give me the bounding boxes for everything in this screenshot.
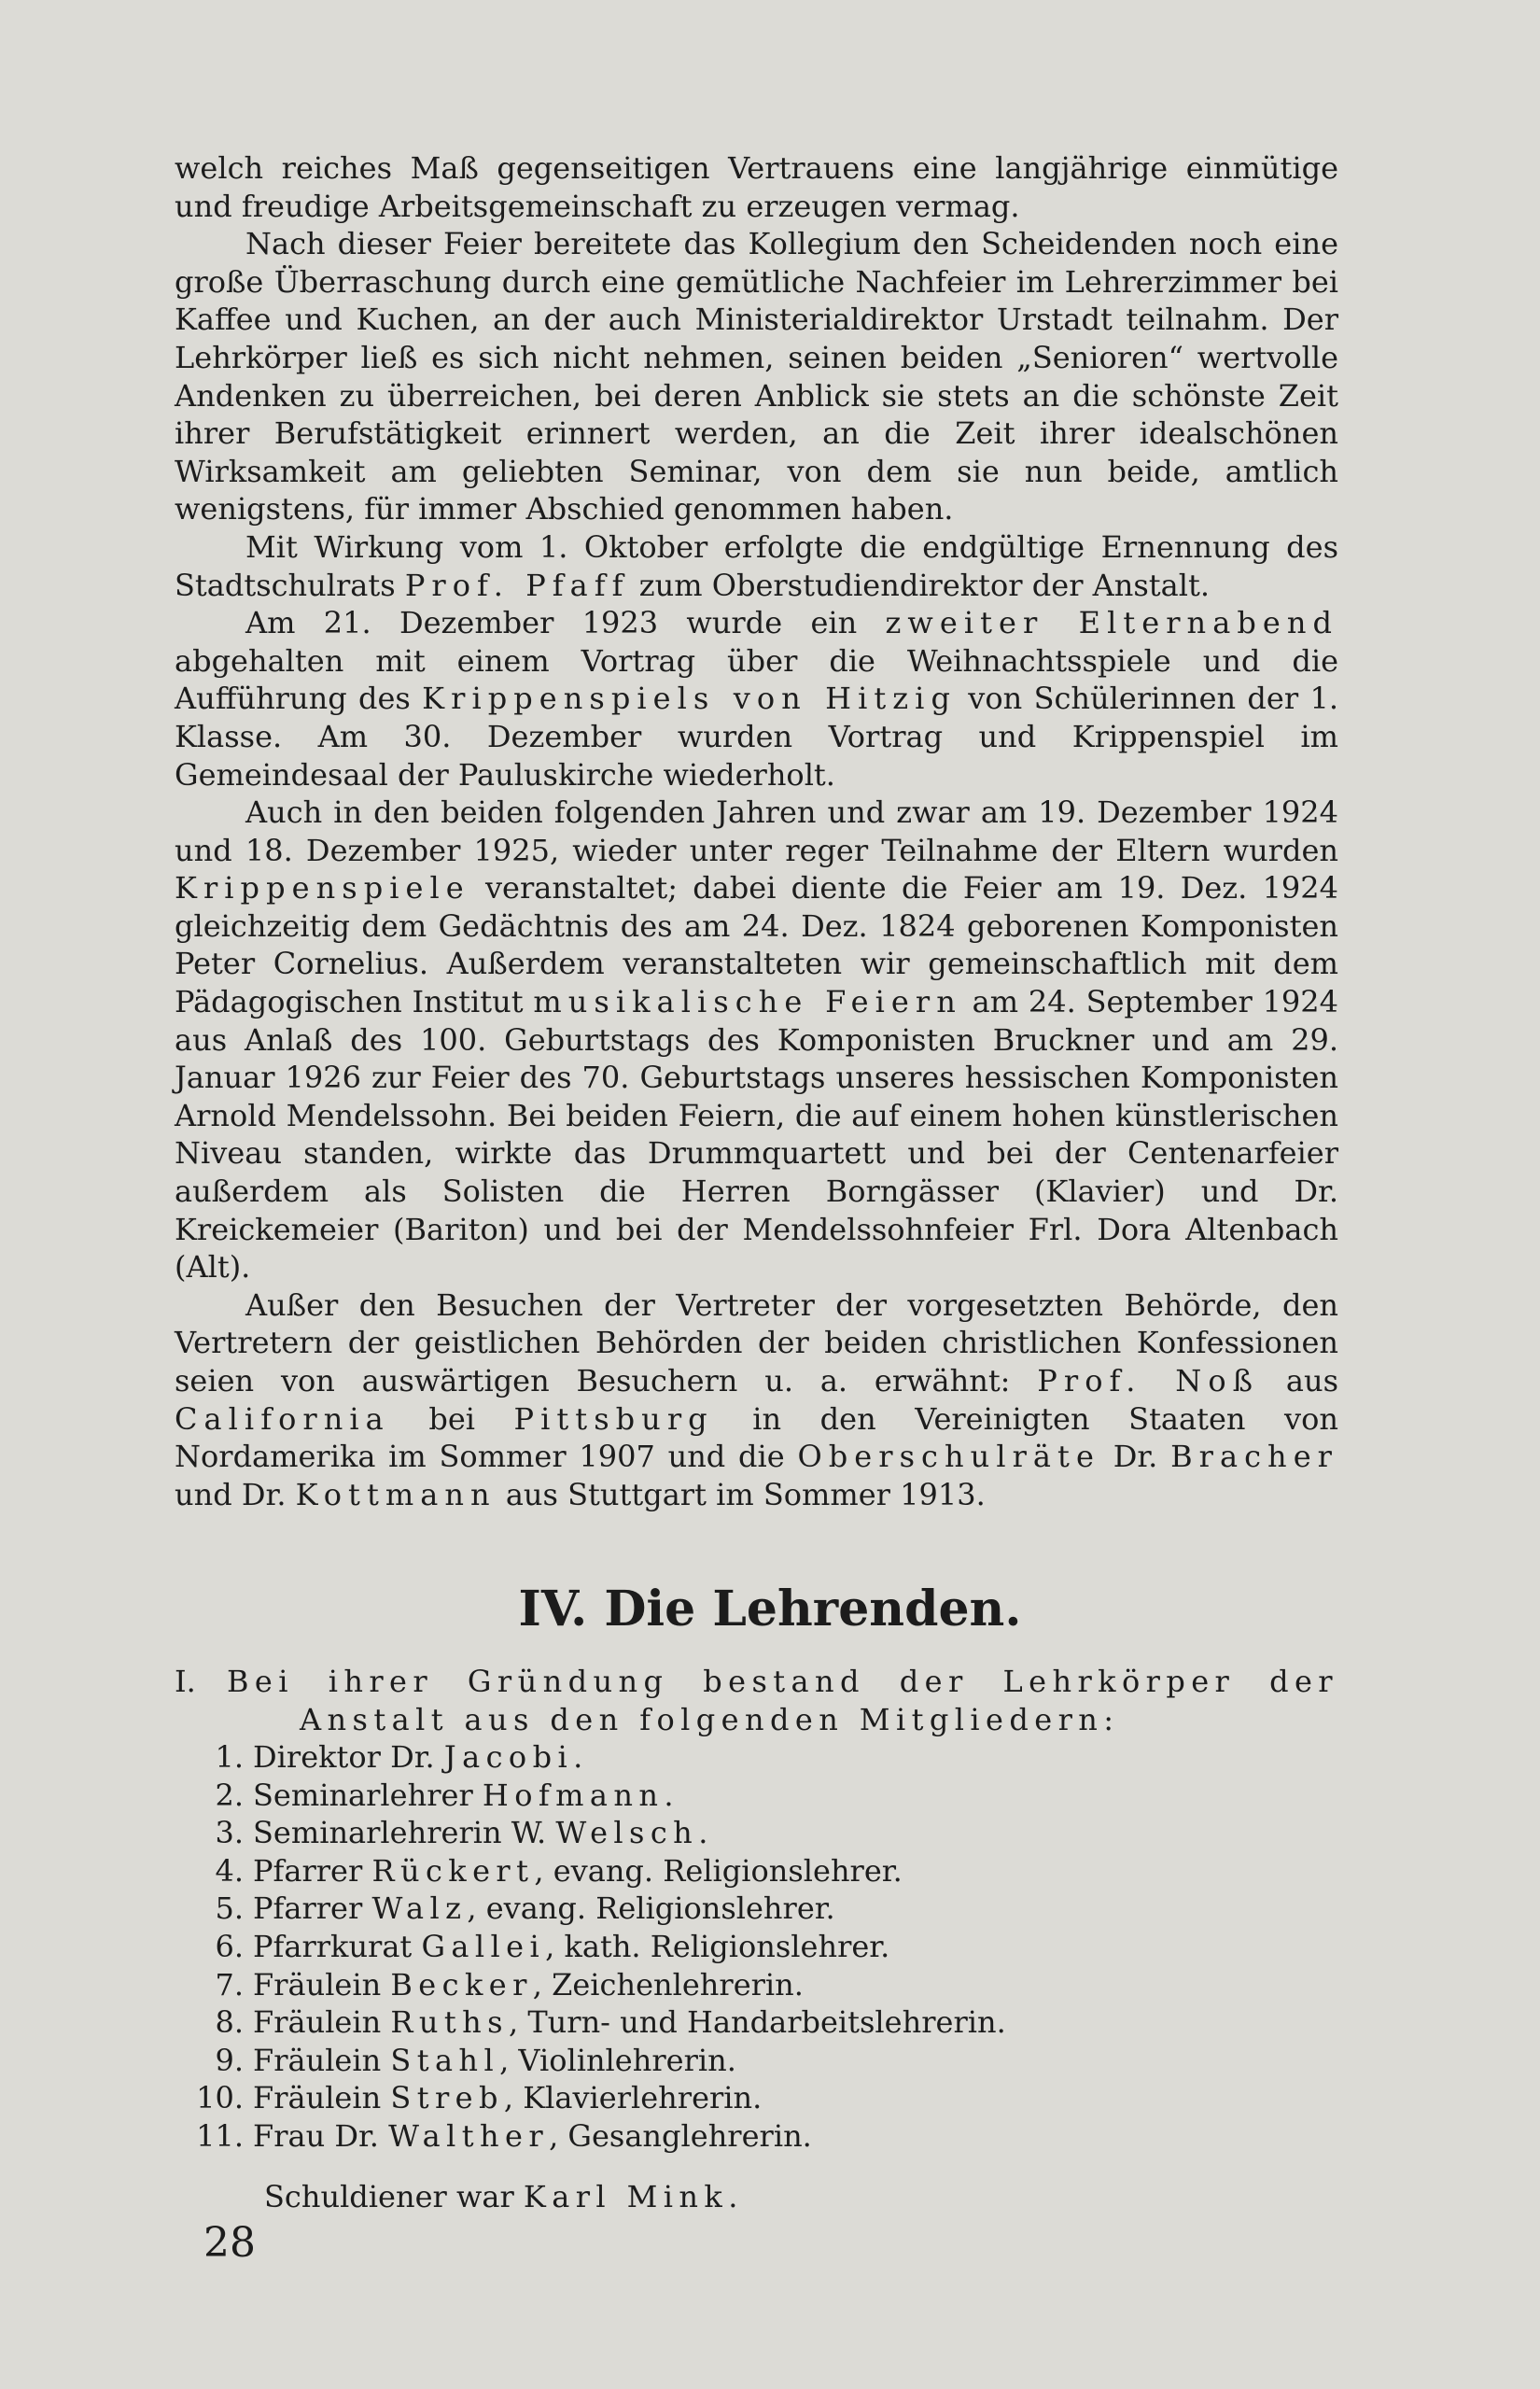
text-run: aus Stuttgart im Sommer 1913.	[496, 1476, 986, 1512]
staff-number: 4.	[215, 1852, 244, 1889]
section-intro	[175, 1663, 1338, 1738]
staff-list	[191, 1738, 1218, 2156]
text-run: in den Vereinigten Staaten von Nordamerika im Sommer 1907 und die	[175, 1400, 1338, 1475]
staff-text: Pfarrer Walz, evang. Religionslehrer.	[253, 1890, 835, 1927]
staff-text: Fräulein Streb, Klavierlehrerin.	[253, 2080, 763, 2116]
text-run: Mit Wirkung vom 1. Oktober erfolgte die endgültige Ernennung des Stadtschulrats	[175, 528, 1338, 603]
text-run: Nach dieser Feier bereitete das Kollegium den Scheidenden noch eine große Überraschung durch eine gemütliche Nachfeier im Lehrerzimmer bei Kaffee und Kuchen, an der auch Ministerialdirektor Urstadt teilnahm. Der Lehrkörper ließ es sich nicht nehmen, seinen beiden „Senioren“ wertvolle Andenken zu überreichen, bei deren Anblick sie stets an die schönste Zeit ihrer Berufstätigkeit erinnert werden, an die Zeit ihrer idealschönen Wirksamkeit am geliebten Seminar, von dem sie nun beide, amtlich wenigstens, für immer Abschied genommen haben.	[175, 226, 1338, 527]
staff-item	[191, 1814, 1218, 1852]
text-run: abgehalten mit einem Vortrag über die Weihnachtsspiele und die Aufführung des	[175, 642, 1338, 717]
staff-number: 6.	[215, 1928, 244, 1964]
staff-item	[191, 2079, 1218, 2117]
staff-name: Rückert	[371, 1852, 535, 1889]
text-run: Dr.	[1099, 1439, 1171, 1475]
staff-text: Seminarlehrerin W. Welsch.	[253, 1815, 708, 1851]
emphasized-text: California	[175, 1400, 390, 1437]
staff-item	[191, 1966, 1218, 2004]
staff-text: Seminarlehrer Hofmann.	[253, 1777, 674, 1813]
staff-number: 3.	[215, 1815, 244, 1851]
staff-name: Becker	[390, 1966, 533, 2003]
body-text	[175, 149, 1338, 1513]
text-run: aus	[1259, 1363, 1339, 1398]
emphasized-text: zweiter Elternabend	[885, 605, 1338, 641]
staff-name: Stahl	[390, 2042, 500, 2078]
staff-text: Pfarrkurat Gallei, kath. Religionslehrer.	[253, 1928, 890, 1964]
paragraph	[175, 604, 1338, 794]
staff-text: Direktor Dr. Jacobi.	[253, 1739, 583, 1775]
paragraph	[175, 225, 1338, 528]
staff-item	[191, 2117, 1218, 2156]
text-run: veranstaltet; dabei diente die Feier am 19. Dez. 1924 gleichzeitig dem Gedächtnis des am 24. Dez. 1824 geborenen Komponisten Peter Cornelius. Außerdem veranstalteten wir gemeinschaftlich mit dem Pädagogischen Institut	[175, 870, 1338, 1020]
emphasized-text: Kottmann	[295, 1476, 497, 1512]
text-run: am 24. September 1924 aus Anlaß des 100. Geburtstags des Komponisten Bruckner und am 29. Januar 1926 zur Feier des 70. Geburtstags unseres hessischen Komponisten Arnold Mendelssohn. Bei beiden Feiern, die auf einem hohen künstlerischen Niveau standen, wirkte das Drummquartett und bei der Centenarfeier außerdem als Solisten die Herren Borngässer (Klavier) und Dr. Kreickemeier (Bariton) und bei der Mendelssohnfeier Frl. Dora Altenbach (Alt).	[175, 984, 1338, 1286]
staff-item	[191, 1738, 1218, 1777]
staff-name: Gallei	[421, 1928, 546, 1964]
staff-item	[191, 1928, 1218, 1966]
text-run: zum Oberstudiendirektor der Anstalt.	[629, 567, 1210, 603]
emphasized-text: musikalische Feiern	[533, 984, 962, 1020]
janitor-name: Karl Mink	[523, 2179, 729, 2214]
staff-item	[191, 1852, 1218, 1890]
staff-name: Welsch	[555, 1815, 699, 1851]
staff-number: 5.	[215, 1890, 244, 1927]
staff-number: 8.	[215, 2004, 244, 2041]
staff-number: 2.	[215, 1777, 244, 1813]
staff-text: Pfarrer Rückert, evang. Religionslehrer.	[253, 1852, 903, 1889]
staff-name: Streb	[390, 2080, 504, 2116]
staff-text: Fräulein Stahl, Violinlehrerin.	[253, 2042, 736, 2078]
emphasized-text: Oberschulräte	[797, 1439, 1100, 1475]
text-run: und Dr.	[175, 1476, 296, 1512]
intro-number: I.	[175, 1664, 196, 1699]
staff-text: Frau Dr. Walther, Gesanglehrerin.	[253, 2117, 812, 2154]
staff-text: Fräulein Ruths, Turn- und Handarbeitslehrerin.	[253, 2004, 1006, 2041]
staff-item	[191, 2003, 1218, 2042]
text-run: Außer den Besuchen der Vertreter der vorgesetzten Behörde, den Vertretern der geistlichen Behörden der beiden christlichen Konfessionen seien von auswärtigen Besuchern u. a. erwähnt:	[175, 1286, 1338, 1398]
emphasized-text: Prof. Noß	[1037, 1363, 1260, 1398]
staff-name: Jacobi	[443, 1739, 574, 1775]
staff-item	[191, 2042, 1218, 2080]
staff-number: 1.	[215, 1739, 244, 1775]
staff-number: 9.	[215, 2042, 244, 2078]
page-number: 28	[203, 2219, 256, 2267]
text-run: welch reiches Maß gegenseitigen Vertrauens eine langjährige einmütige und freudige Arbeitsgemeinschaft zu erzeugen vermag.	[175, 150, 1338, 224]
staff-name: Walz	[371, 1890, 468, 1927]
emphasized-text: Krippenspiels von Hitzig	[422, 681, 957, 717]
emphasized-text: Krippenspiele	[175, 870, 470, 906]
staff-name: Walther	[388, 2117, 550, 2154]
paragraph	[175, 1286, 1338, 1514]
paragraph	[175, 528, 1338, 604]
janitor-line: Schuldiener war Karl Mink.	[264, 2179, 738, 2214]
paragraph	[175, 794, 1338, 1286]
emphasized-text: Bracher	[1170, 1439, 1339, 1475]
staff-item	[191, 1777, 1218, 1815]
text-run: Auch in den beiden folgenden Jahren und zwar am 19. Dezember 1924 und 18. Dezember 1925, wieder unter reger Teilnahme der Eltern wurden	[175, 794, 1338, 868]
paragraph	[175, 149, 1338, 225]
staff-name: Hofmann	[482, 1777, 665, 1813]
emphasized-text: Pittsburg	[513, 1400, 714, 1437]
section-heading: IV. Die Lehrenden.	[518, 1581, 1022, 1637]
staff-name: Ruths	[390, 2004, 509, 2041]
staff-number: 10.	[196, 2080, 244, 2116]
emphasized-text: Prof. Pfaff	[404, 567, 630, 603]
text-run: von Schülerinnen der 1. Klasse. Am 30. Dezember wurden Vortrag und Krippenspiel im Gemeindesaal der Pauluskirche wiederholt.	[175, 681, 1338, 793]
intro-line-2: Anstalt aus den folgenden Mitgliedern:	[300, 1701, 1120, 1737]
text-run: bei	[389, 1400, 514, 1437]
staff-number: 11.	[196, 2117, 244, 2154]
text-run: Am 21. Dezember 1923 wurde ein	[245, 605, 886, 641]
intro-line-1: Bei ihrer Gründung bestand der Lehrkörper der	[227, 1664, 1338, 1699]
staff-number: 7.	[215, 1966, 244, 2003]
staff-item	[191, 1890, 1218, 1928]
staff-text: Fräulein Becker, Zeichenlehrerin.	[253, 1966, 804, 2003]
